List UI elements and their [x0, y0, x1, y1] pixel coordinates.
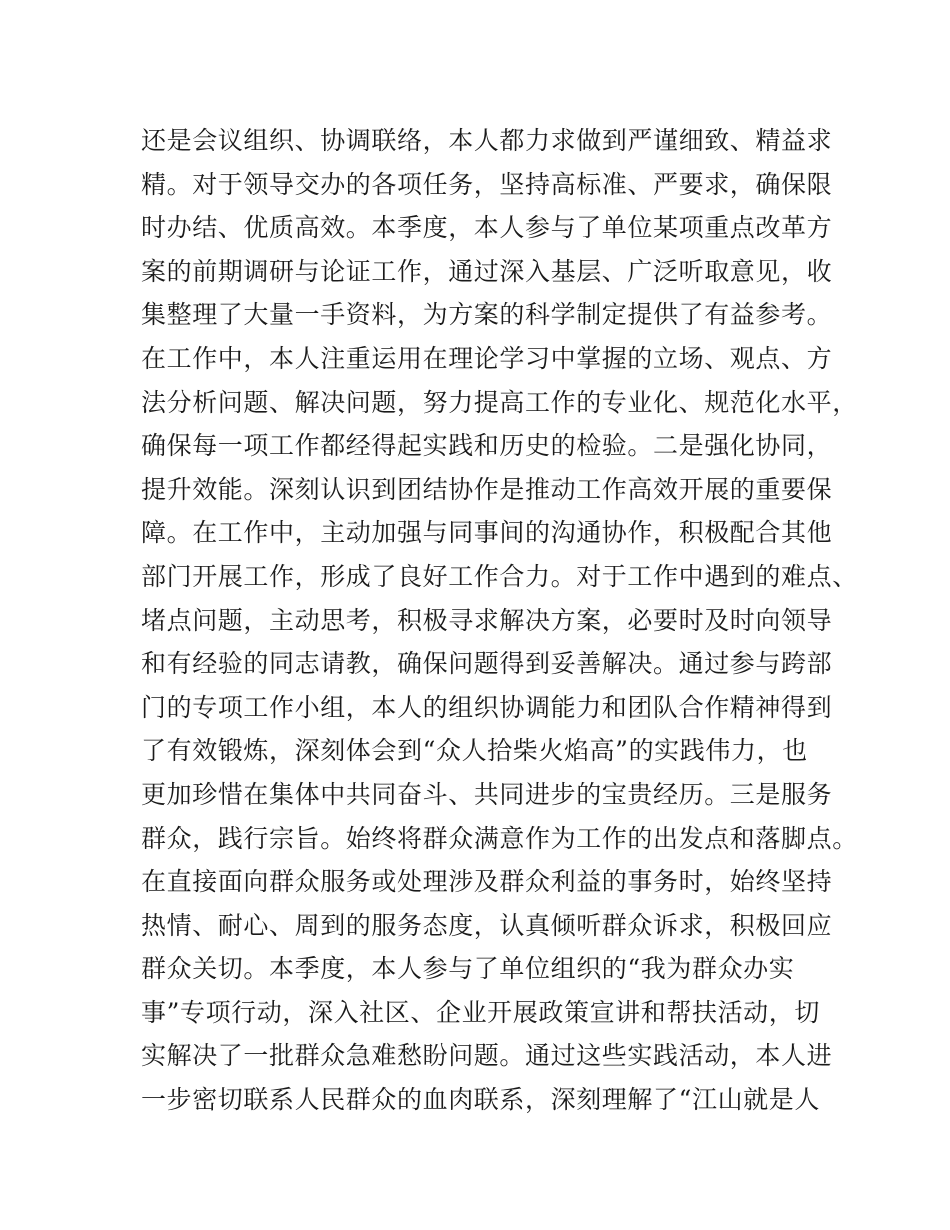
- text-line-19: 热情、耐心、周到的服务态度，认真倾听群众诉求，积极回应: [141, 910, 833, 940]
- text-line-5: 集整理了大量一手资料，为方案的科学制定提供了有益参考。: [141, 300, 833, 330]
- text-line-4: 案的前期调研与论证工作，通过深入基层、广泛听取意见，收: [141, 256, 833, 286]
- text-line-12: 堵点问题，主动思考，积极寻求解决方案，必要时及时向领导: [141, 605, 833, 635]
- text-line-23: 一步密切联系人民群众的血肉联系，深刻理解了“江山就是人: [141, 1085, 820, 1115]
- text-line-7: 法分析问题、解决问题，努力提高工作的专业化、规范化水平，: [141, 387, 858, 417]
- text-line-22: 实解决了一批群众急难愁盼问题。通过这些实践活动，本人进: [141, 1041, 833, 1071]
- body-text: [141, 119, 858, 1122]
- text-line-16: 更加珍惜在集体中共同奋斗、共同进步的宝贵经历。三是服务: [141, 779, 833, 809]
- text-line-21: 事”专项行动，深入社区、企业开展政策宣讲和帮扶活动，切: [141, 997, 820, 1027]
- text-line-6: 在工作中，本人注重运用在理论学习中掌握的立场、观点、方: [141, 343, 833, 373]
- text-line-20: 群众关切。本季度，本人参与了单位组织的“我为群众办实: [141, 954, 795, 984]
- text-line-1: 还是会议组织、协调联络，本人都力求做到严谨细致、精益求: [141, 126, 833, 155]
- text-line-15: 了有效锻炼，深刻体会到“众人拾柴火焰高”的实践伟力，也: [141, 736, 808, 766]
- text-line-9: 提升效能。深刻认识到团结协作是推动工作高效开展的重要保: [141, 474, 833, 504]
- text-line-8: 确保每一项工作都经得起实践和历史的检验。二是强化协同，: [141, 431, 833, 461]
- text-line-3: 时办结、优质高效。本季度，本人参与了单位某项重点改革方: [141, 213, 833, 243]
- text-line-18: 在直接面向群众服务或处理涉及群众利益的事务时，始终坚持: [141, 867, 833, 897]
- text-line-17: 群众，践行宗旨。始终将群众满意作为工作的出发点和落脚点。: [141, 823, 858, 853]
- text-line-14: 门的专项工作小组，本人的组织协调能力和团队合作精神得到: [141, 692, 833, 722]
- text-line-2: 精。对于领导交办的各项任务，坚持高标准、严要求，确保限: [141, 169, 833, 199]
- text-line-11: 部门开展工作，形成了良好工作合力。对于工作中遇到的难点、: [141, 561, 858, 591]
- text-line-13: 和有经验的同志请教，确保问题得到妥善解决。通过参与跨部: [141, 649, 833, 679]
- text-line-10: 障。在工作中，主动加强与同事间的沟通协作，积极配合其他: [141, 518, 833, 548]
